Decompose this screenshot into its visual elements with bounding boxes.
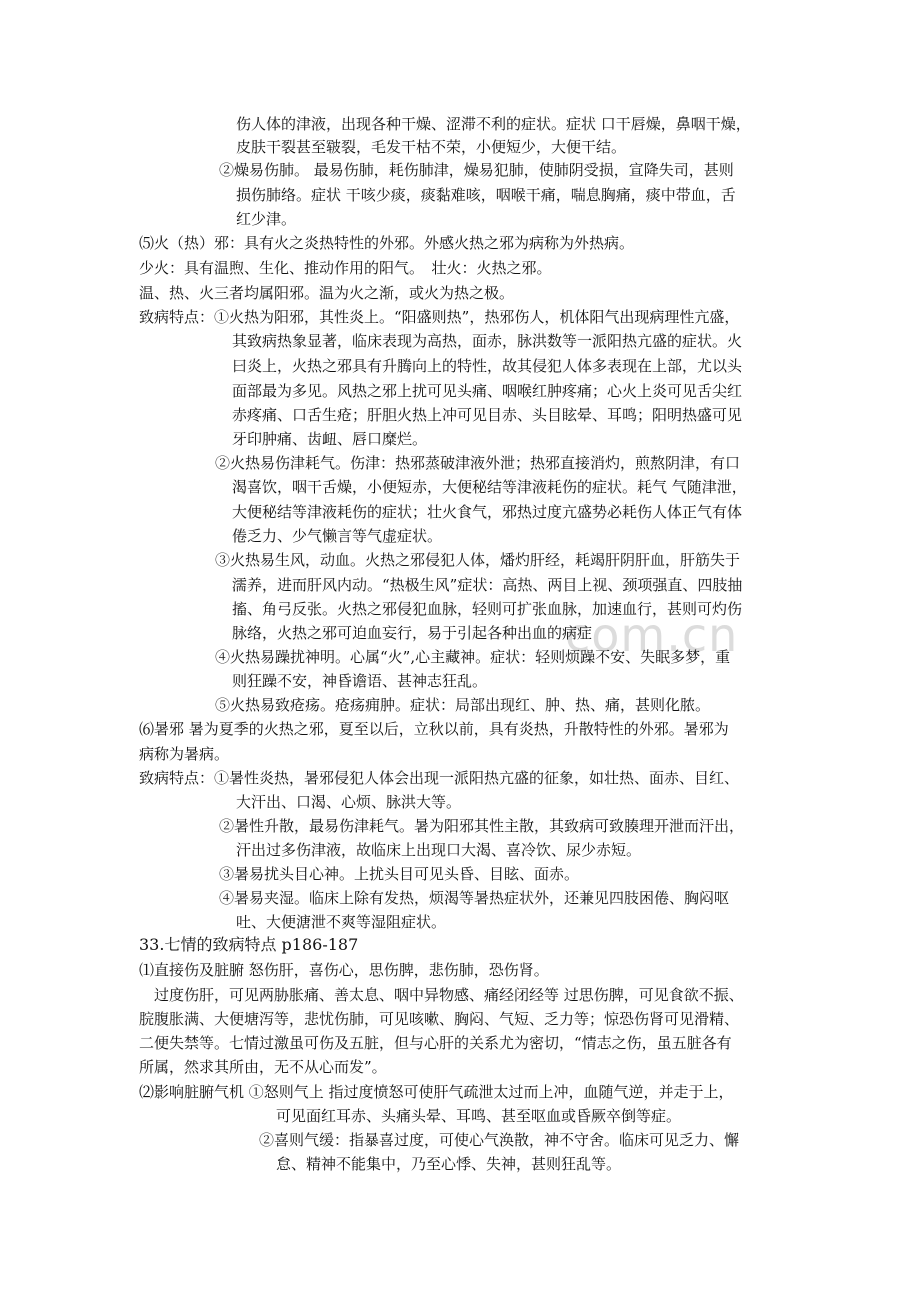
text-line: 则狂躁不安，神昏谵语、甚神志狂乱。 [232, 672, 488, 690]
text-line: 怠、精神不能集中，乃至心悸、失神，甚则狂乱等。 [276, 1155, 622, 1173]
text-line: 曰炎上，火热之邪具有升腾向上的特性，故其侵犯人体多表现在上部，尤以头 [232, 357, 743, 375]
text-line: ④暑易夹湿。临床上除有发热，烦渴等暑热症状外，还兼见四肢困倦、胸闷呕 [219, 889, 730, 907]
text-line: 可见面红耳赤、头痛头晕、耳鸣、甚至呕血或昏厥卒倒等症。 [276, 1107, 682, 1125]
watermark-text: com.cn [565, 608, 739, 662]
text-line: 脘腹胀满、大便塘泻等，悲忧伤肺，可见咳嗽、胸闷、气短、乏力等；惊恐伤肾可见滑精、 [139, 1010, 740, 1028]
text-line: ②暑性升散，最易伤津耗气。暑为阳邪其性主散，其致病可致腠理开泄而汗出， [219, 817, 745, 835]
text-line: 过度伤肝，可见两胁胀痛、善太息、咽中异物感、痛经闭经等 过思伤脾，可见食欲不振、 [139, 986, 744, 1004]
section-heading: ⑸火（热）邪：具有火之炎热特性的外邪。外感火热之邪为病称为外热病。 [139, 234, 635, 252]
text-line: 大汗出、口渴、心烦、脉洪大等。 [236, 793, 462, 811]
text-line: 吐、大便溏泄不爽等湿阻症状。 [236, 913, 447, 931]
text-line: 面部最为多见。风热之邪上扰可见头痛、咽喉红肿疼痛；心火上炎可见舌尖红 [232, 382, 743, 400]
text-line: 致病特点：①暑性炎热，暑邪侵犯人体会出现一派阳热亢盛的征象，如壮热、面赤、目红、 [139, 769, 740, 787]
text-line: ⑤火热易致疮疡。疮疡痈肿。症状：局部出现红、肿、热、痛，甚则化脓。 [215, 696, 711, 714]
text-line: 致病特点：①火热为阳邪，其性炎上。“阳盛则热”，热邪伤人，机体阳气出现病理性亢盛， [139, 308, 740, 326]
text-line: ⑴直接伤及脏腑 怒伤肝，喜伤心，思伤脾，悲伤肺，恐伤肾。 [139, 961, 549, 979]
text-line: 大便秘结等津液耗伤的症状；壮火食气，邪热过度亢盛势必耗伤人体正气有体 [232, 503, 743, 521]
text-line: ⑵影响脏腑气机 ①怒则气上 指过度愤怒可使肝气疏泄太过而上冲，血随气逆，并走于上， [139, 1083, 734, 1101]
text-line: ②喜则气缓：指暴喜过度，可使心气涣散，神不守舍。临床可见乏力、懈 [259, 1131, 740, 1149]
text-line: 二便失禁等。七情过激虽可伤及五脏，但与心肝的关系尤为密切，“情志之伤，虽五脏各有 [139, 1034, 732, 1052]
text-line: ②火热易伤津耗气。伤津：热邪蒸破津液外泄；热邪直接消灼，煎熬阴津，有口 [215, 454, 741, 472]
text-line: 病称为暑病。 [139, 745, 230, 763]
text-line: 汗出过多伤津液，故临床上出现口大渴、喜冷饮、尿少赤短。 [236, 841, 642, 859]
text-line: 皮肤干裂甚至皲裂，毛发干枯不荣，小便短少，大便干结。 [236, 138, 627, 156]
text-line: ④火热易躁扰神明。心属“火”,心主藏神。症状：轻则烦躁不安、失眠多梦，重 [215, 648, 731, 666]
text-line: 温、热、火三者均属阳邪。温为火之渐，或火为热之极。 [139, 284, 515, 302]
section-heading: ⑹暑邪 暑为夏季的火热之邪，夏至以后，立秋以前，具有炎热，升散特性的外邪。暑邪为 [139, 720, 729, 738]
text-line: 牙印肿痛、齿衄、唇口糜烂。 [232, 430, 428, 448]
text-line: 搐、角弓反张。火热之邪侵犯血脉，轻则可扩张血脉，加速血行，甚则可灼伤 [232, 600, 743, 618]
text-line: 其致病热象显著，临床表现为高热，面赤，脉洪数等一派阳热亢盛的症状。火 [232, 332, 743, 350]
text-line: 赤疼痛、口舌生疮；肝胆火热上冲可见目赤、头目眩晕、耳鸣；阳明热盛可见 [232, 406, 743, 424]
text-line: 少火：具有温煦、生化、推动作用的阳气。 壮火：火热之邪。 [139, 259, 552, 277]
text-line: 红少津。 [236, 210, 297, 228]
text-line: 倦乏力、少气懒言等气虚症状。 [232, 527, 443, 545]
text-line: 所属，然求其所由，无不从心而发”。 [139, 1058, 387, 1076]
text-line: ②燥易伤肺。 最易伤肺，耗伤肺津，燥易犯肺，使肺阴受损，宣降失司，甚则 [219, 161, 734, 179]
text-line: 损伤肺络。症状 干咳少痰，痰黏难咳，咽喉干痛，喘息胸痛，痰中带血，舌 [236, 186, 736, 204]
text-line: 脉络，火热之邪可迫血妄行，易于引起各种出血的病症 [232, 624, 593, 642]
section-title: 33.七情的致病特点 p186-187 [139, 935, 359, 954]
text-line: 濡养，进而肝风内动。“热极生风”症状：高热、两目上视、颈项强直、四肢抽 [232, 576, 743, 594]
text-line: 伤人体的津液，出现各种干燥、涩滞不利的症状。症状 口干唇燥，鼻咽干燥， [236, 115, 751, 133]
text-line: ③暑易扰头目心神。上扰头目可见头昏、目眩、面赤。 [219, 865, 580, 883]
text-line: ③火热易生风，动血。火热之邪侵犯人体，燔灼肝经，耗竭肝阴肝血，肝筋失于 [215, 551, 741, 569]
text-line: 渴喜饮，咽干舌燥，小便短赤，大便秘结等津液耗伤的症状。耗气 气随津泄， [232, 478, 747, 496]
